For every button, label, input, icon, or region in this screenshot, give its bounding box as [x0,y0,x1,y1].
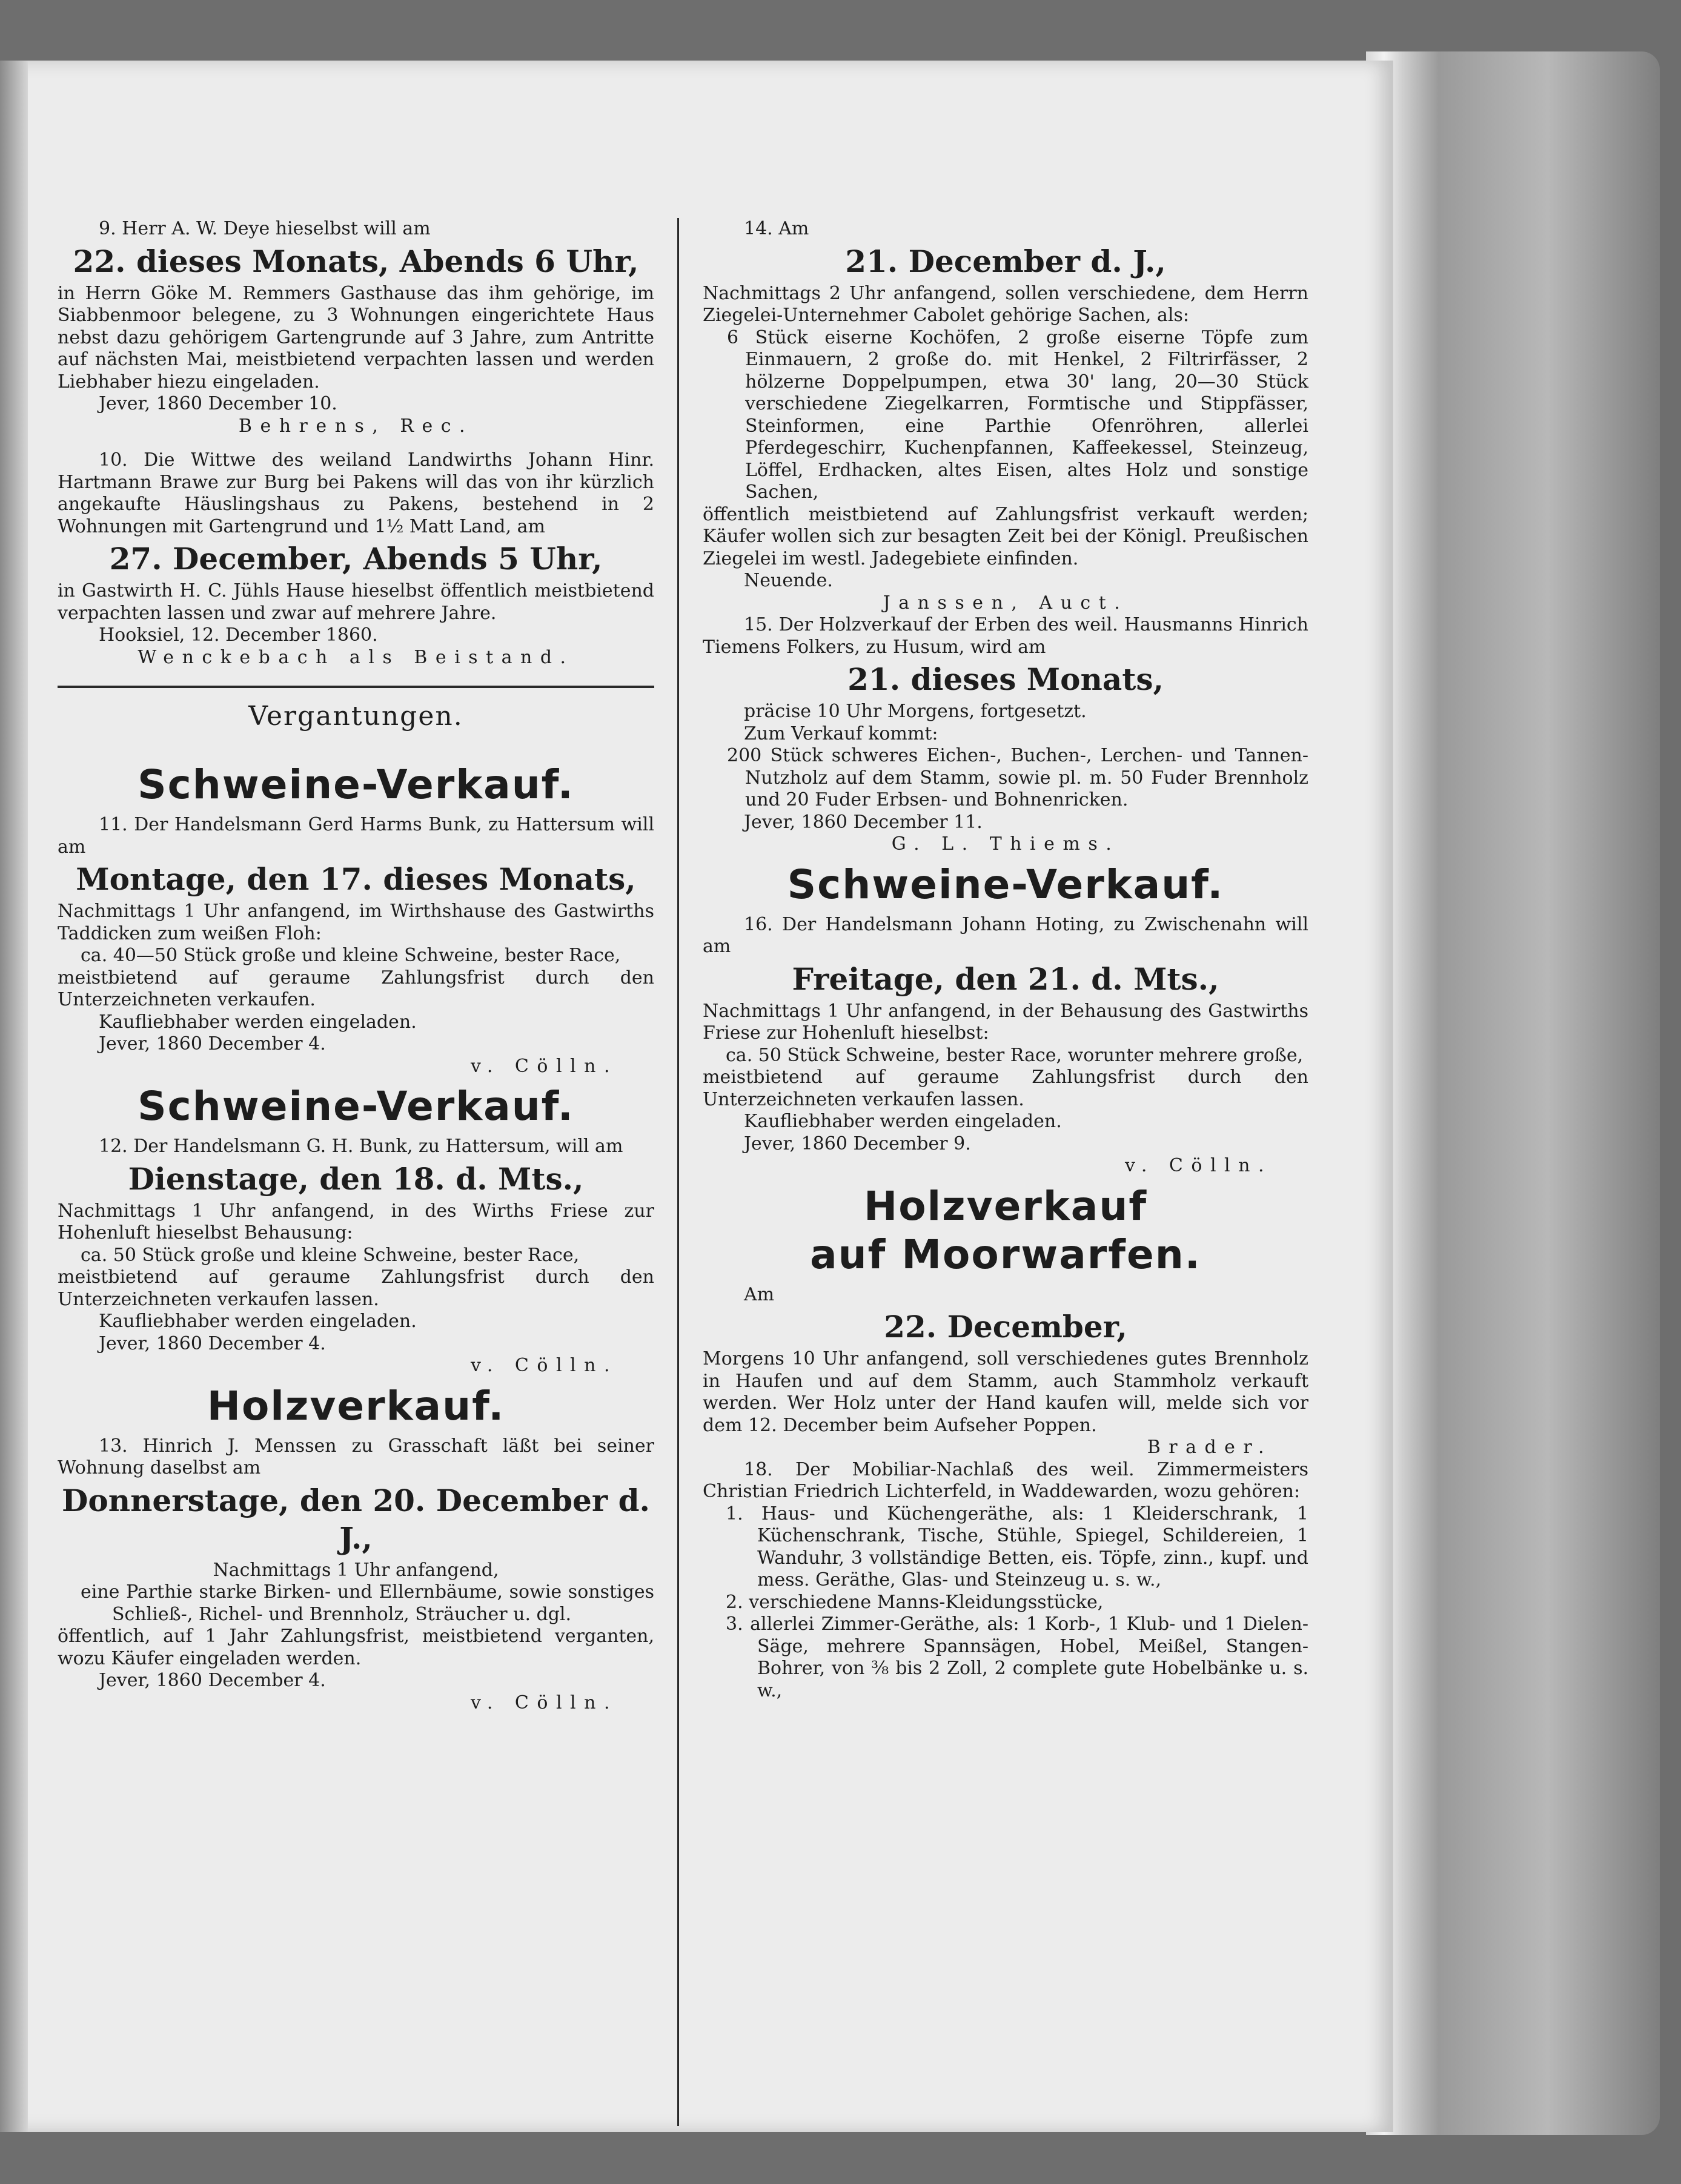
notice-item-3: 3. allerlei Zimmer-Geräthe, als: 1 Korb-, 1 Klub- und 1 Dielen-Säge, mehrere Spannsägen, Hobel, Meißel, Stangen-Bohrer, von ⅜ bis 2 Zoll, 2 complete gute Hobelbänke u. s. w., [726,1613,1308,1701]
notice-9 [58,218,654,437]
notice-lead: Zum Verkauf kommt: [744,723,938,744]
notice-10 [58,449,654,669]
notice-date: 21. December d. J., [845,243,1166,279]
notice-intro: 11. Der Handelsmann Gerd Harms Bunk, zu Hattersum will am [58,814,654,858]
notice-body: Nachmittags 2 Uhr anfangend, sollen verschiedene, dem Herrn Ziegelei-Unternehmer Cabolet gehörige Sachen, als: [703,282,1308,326]
notice-body: Nachmittags 1 Uhr anfangend, in des Wirths Friese zur Hohenluft hieselbst Behausung: [58,1200,654,1243]
notice-17 [703,1182,1308,1459]
notice-signature: v. Cölln. [470,1355,618,1376]
notice-intro: 18. Der Mobiliar-Nachlaß des weil. Zimmermeisters Christian Friedrich Lichterfeld, in Waddewarden, wozu gehören: [703,1458,1308,1502]
notice-signature: Behrens, Rec. [238,415,474,437]
notice-intro: 13. Hinrich J. Menssen zu Grasschaft läßt bei seiner Wohnung daselbst am [58,1435,654,1478]
notice-place: Neuende. [744,570,833,591]
notice-items: 6 Stück eiserne Kochöfen, 2 große eiserne Töpfe zum Einmauern, 2 große do. mit Henkel, 2 Filtrirfässer, 2 hölzerne Doppelpumpen, etwa 30' lang, 20—30 Stück verschiedene Ziegelkarren, Formtische und Stippfässer, Steinformen, eine Parthie Ofenröhren, allerlei Pferdegeschirr, Kuchenpfannen, Kaffeekessel, Steinzeug, Löffel, Erdhacken, altes Eisen, altes Holz und sonstige Sachen, [727,326,1308,503]
notice-place: Jever, 1860 December 4. [99,1033,326,1054]
notice-invite: Kaufliebhaber werden eingeladen. [99,1311,417,1332]
column-divider [677,218,679,2126]
notice-date: Dienstage, den 18. d. Mts., [128,1160,584,1197]
notice-body: in Herrn Göke M. Remmers Gasthause das ihm gehörige, im Siabbenmoor belegene, zu 3 Wohnungen eingerichtete Haus nebst dazu gehörigem Gartengrunde auf 3 Jahre, zum Antritte auf nächsten Mai, meistbietend verpachten lassen und werden Liebhaber hiezu eingeladen. [58,282,654,392]
notice-12 [58,1082,654,1377]
page-gutter [0,61,28,2132]
section-title: Vergantungen. [248,701,463,732]
notice-item-1: 1. Haus- und Küchengeräthe, als: 1 Kleiderschrank, 1 Küchenschrank, Tische, Stühle, Spiegel, Schildereien, 1 Wanduhr, 3 vollständige Betten, eis. Töpfe, zinn., kupf. und mess. Geräthe, Glas- und Steinzeug u. s. w., [726,1503,1308,1590]
notice-body: Nachmittags 1 Uhr anfangend, im Wirthshause des Gastwirths Taddicken zum weißen Floh: [58,901,654,944]
notice-body-2: öffentlich meistbietend auf Zahlungsfrist verkauft werden; Käufer wollen sich zur besagten Zeit bei der Königl. Preußischen Ziegelei im westl. Jadegebiete einfinden. [703,503,1308,569]
notice-body-2: meistbietend auf geraume Zahlungsfrist durch den Unterzeichneten verkaufen lassen. [58,1266,654,1310]
notice-intro: Am [744,1283,775,1305]
notice-body: 10. Die Wittwe des weiland Landwirths Johann Hinr. Hartmann Brawe zur Burg bei Pakens will das von ihr kürzlich angekaufte Häuslingshaus zu Pakens, bestehend in 2 Wohnungen mit Gartengrund und 1½ Matt Land, am [58,449,654,537]
notice-item: ca. 40—50 Stück große und kleine Schweine, bester Race, [81,945,621,966]
notice-place: Jever, 1860 December 4. [99,1332,326,1354]
notice-body-2: in Gastwirth H. C. Jühls Hause hieselbst öffentlich meistbietend verpachten lassen und zwar auf mehrere Jahre. [58,580,654,624]
notice-body: Nachmittags 1 Uhr anfangend, in der Behausung des Gastwirths Friese zur Hohenluft hieselbst: [703,1000,1308,1044]
left-column [58,218,654,1714]
notice-signature: v. Cölln. [470,1692,618,1713]
notice-headline-2: auf Moorwarfen. [810,1231,1201,1278]
notice-item: ca. 50 Stück große und kleine Schweine, bester Race, [81,1244,580,1266]
notice-11 [58,761,654,1077]
notice-invite: Kaufliebhaber werden eingeladen. [744,1111,1062,1132]
right-column [703,218,1308,1702]
notice-item: eine Parthie starke Birken- und Ellernbäume, sowie sonstiges Schließ-, Richel- und Brennholz, Sträucher u. dgl. [81,1581,654,1625]
notice-place: Hooksiel, 12. December 1860. [99,624,378,646]
notice-intro: 14. Am [744,218,809,239]
notice-headline: Holzverkauf. [207,1382,505,1429]
notice-place: Jever, 1860 December 10. [99,393,337,414]
notice-intro: 15. Der Holzverkauf der Erben des weil. Hausmanns Hinrich Tiemens Folkers, zu Husum, wird am [703,614,1308,658]
notice-signature: Wenckebach als Beistand. [138,646,574,668]
notice-signature: Janssen, Auct. [883,592,1129,614]
notice-items: 200 Stück schweres Eichen-, Buchen-, Lerchen- und Tannen-Nutzholz auf dem Stamm, sowie pl. m. 50 Fuder Brennholz und 20 Fuder Erbsen- und Bohnenricken. [727,745,1308,810]
notice-intro: 12. Der Handelsmann G. H. Bunk, zu Hattersum, will am [99,1136,623,1157]
notice-body: Morgens 10 Uhr anfangend, soll verschiedenes gutes Brennholz in Haufen und auf dem Stamm, auch Stammholz verkauft werden. Wer Holz unter der Hand kaufen will, melde sich vor dem 12. December beim Aufseher Poppen. [703,1348,1308,1436]
notice-signature: v. Cölln. [470,1055,618,1077]
notice-time: präcise 10 Uhr Morgens, fortgesetzt. [744,701,1087,722]
book-page-edges [1366,51,1660,2135]
notice-invite: Kaufliebhaber werden eingeladen. [99,1011,417,1033]
notice-body-2: öffentlich, auf 1 Jahr Zahlungsfrist, meistbietend verganten, wozu Käufer eingeladen werden. [58,1626,654,1669]
notice-time: Nachmittags 1 Uhr anfangend, [213,1559,499,1581]
notice-16 [703,861,1308,1177]
notice-signature: v. Cölln. [1124,1155,1272,1176]
notice-14 [703,218,1308,614]
notice-place: Jever, 1860 December 11. [744,811,983,833]
notice-date: Freitage, den 21. d. Mts., [792,961,1219,997]
notice-date: 22. December, [884,1309,1127,1345]
notice-date: Montage, den 17. dieses Monats, [76,861,636,897]
notice-15 [703,614,1308,856]
notice-headline: Schweine-Verkauf. [787,861,1224,908]
notice-body-2: meistbietend auf geraume Zahlungsfrist durch den Unterzeichneten verkaufen lassen. [703,1067,1308,1110]
notice-item: ca. 50 Stück Schweine, bester Race, worunter mehrere große, [726,1044,1304,1066]
notice-item-2: 2. verschiedene Manns-Kleidungsstücke, [726,1591,1104,1613]
notice-date: 27. December, Abends 5 Uhr, [109,541,603,577]
notice-headline: Schweine-Verkauf. [138,1083,574,1130]
notice-signature: Brader. [1147,1437,1272,1458]
notice-13 [58,1382,654,1715]
notice-date: Donnerstage, den 20. December d. J., [62,1482,650,1556]
notice-intro: 16. Der Handelsmann Johann Hoting, zu Zwischenahn will am [703,913,1308,957]
notice-headline: Schweine-Verkauf. [138,761,574,808]
notice-date: 21. dieses Monats, [847,661,1164,697]
notice-headline: Holzverkauf [863,1182,1148,1229]
notice-intro: 9. Herr A. W. Deye hieselbst will am [99,218,431,239]
notice-18 [703,1459,1308,1703]
notice-body-2: meistbietend auf geraume Zahlungsfrist durch den Unterzeichneten verkaufen. [58,967,654,1010]
notice-date: 22. dieses Monats, Abends 6 Uhr, [73,243,639,279]
notice-signature: G. L. Thiems. [891,833,1120,855]
notice-place: Jever, 1860 December 4. [99,1670,326,1691]
notice-place: Jever, 1860 December 9. [744,1133,971,1154]
section-rule [58,686,654,688]
